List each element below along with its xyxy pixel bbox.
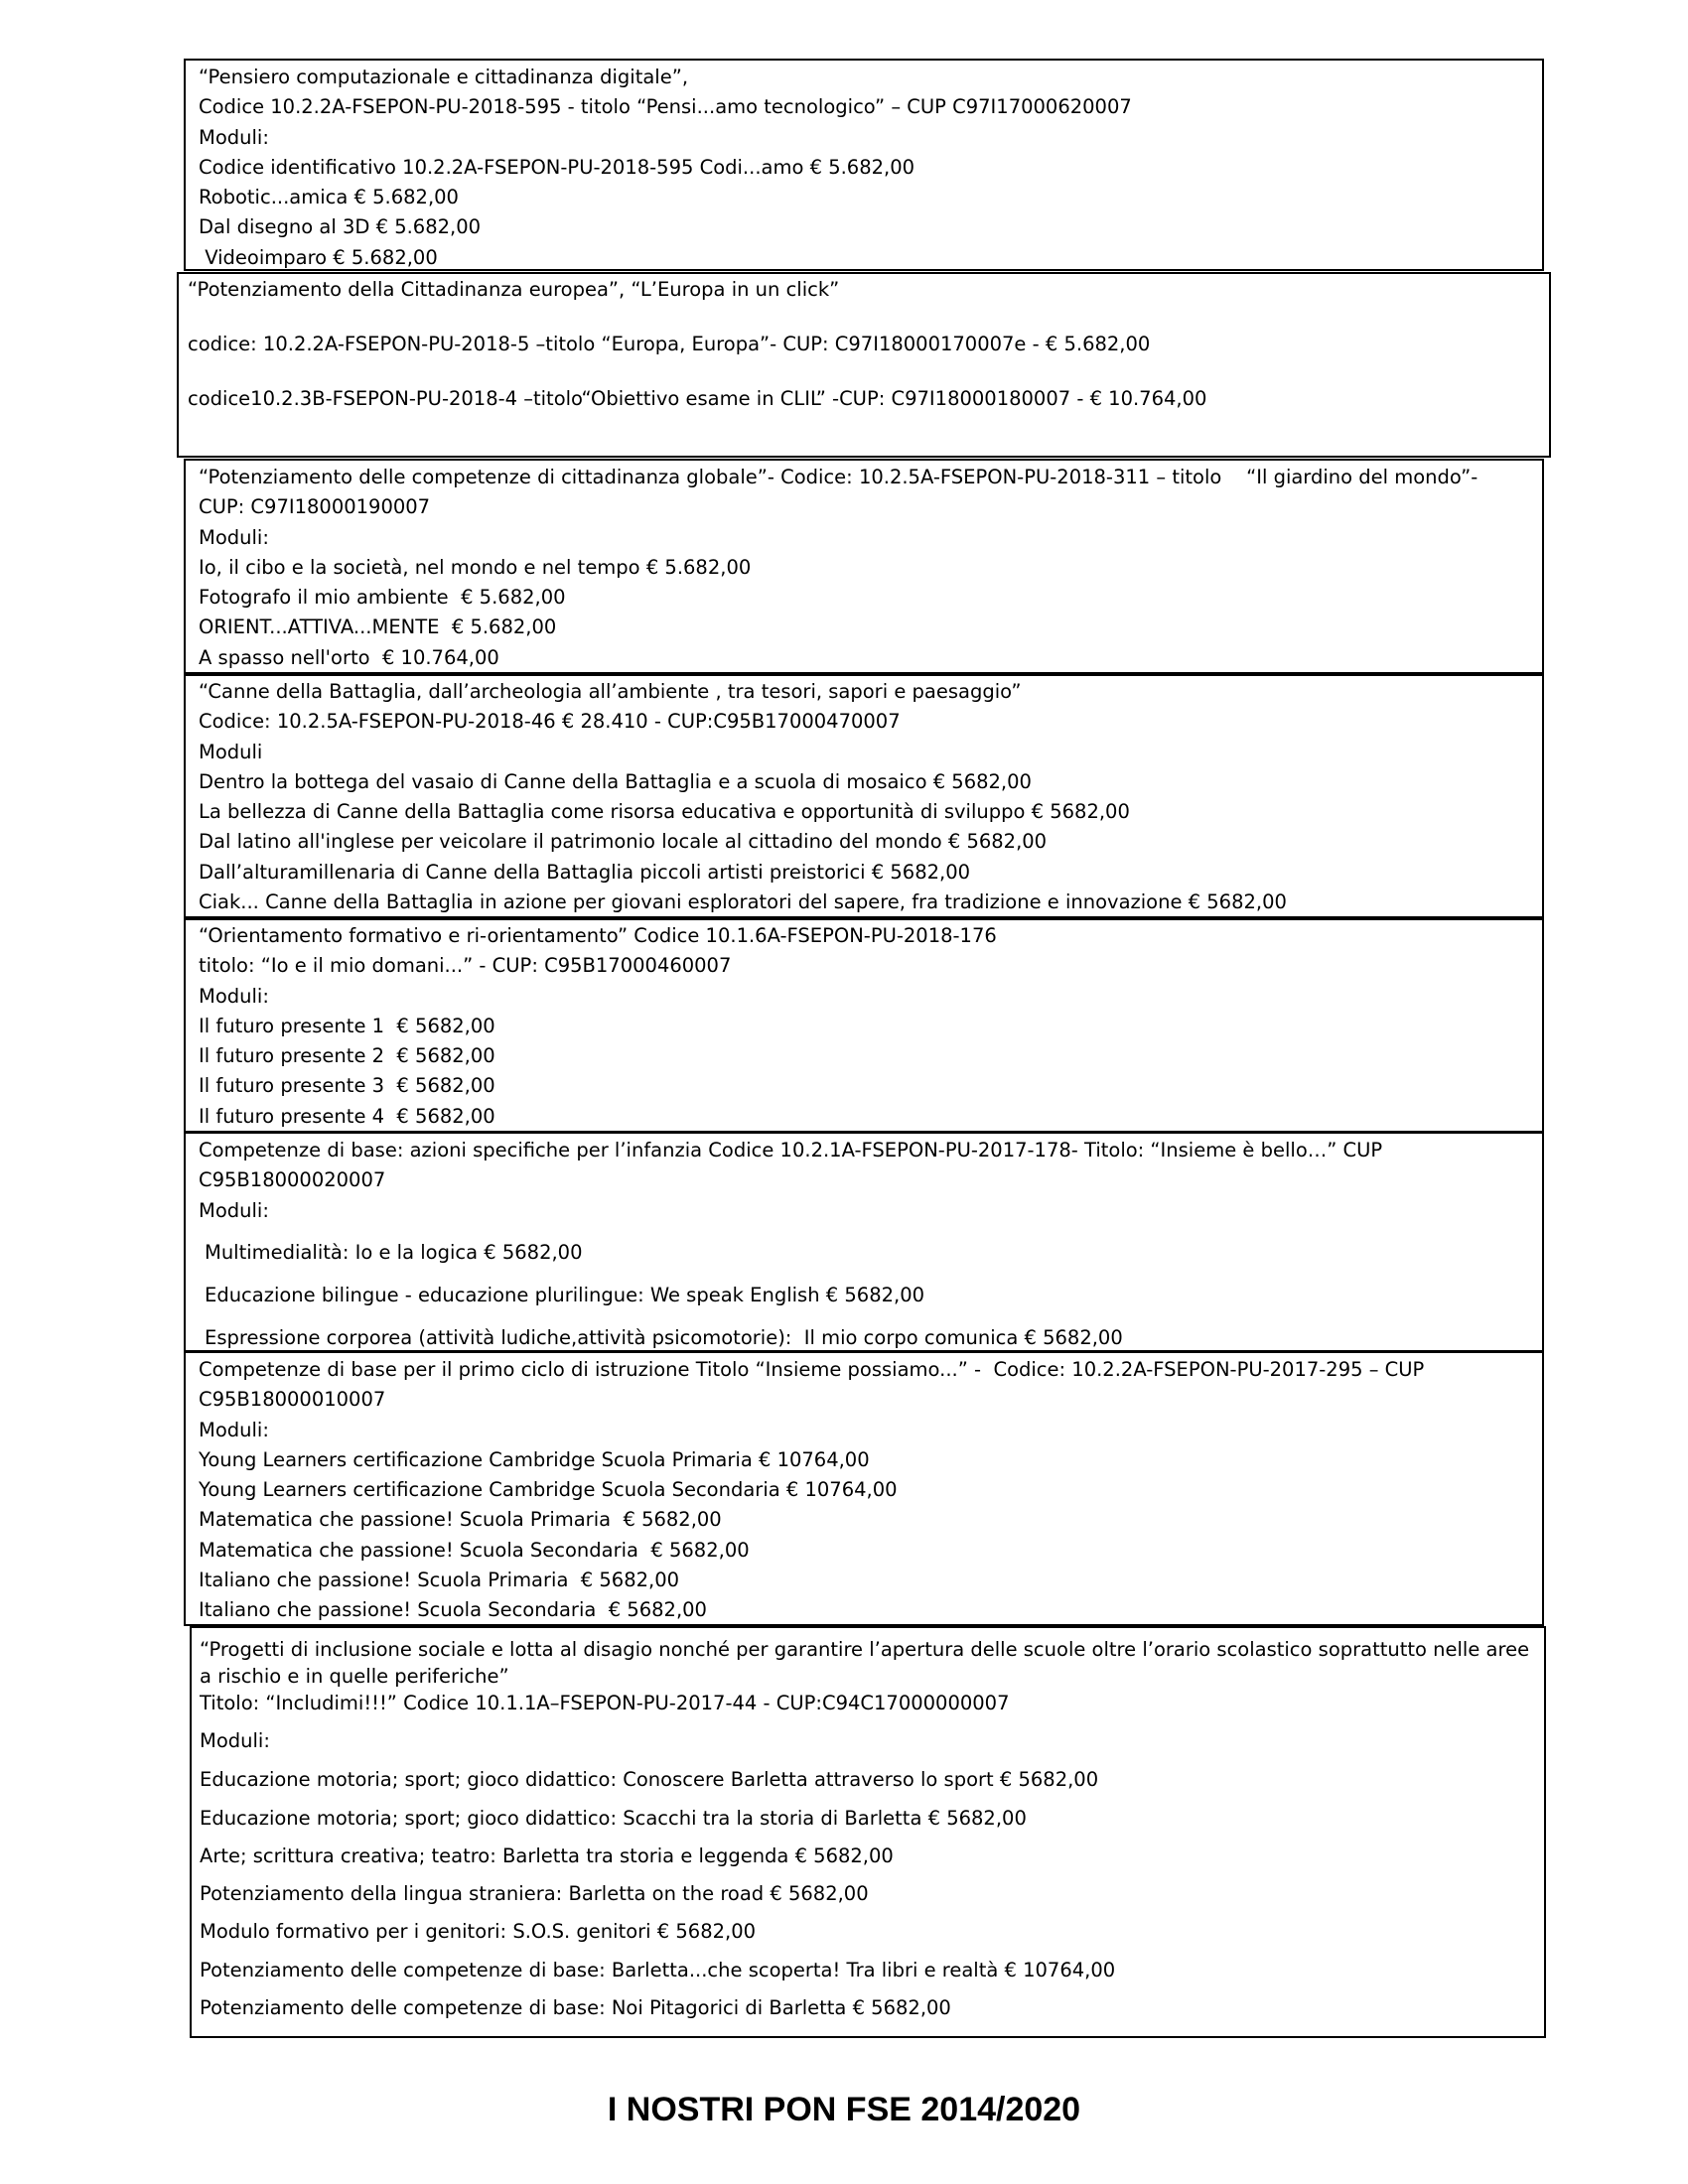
block-title: “Canne della Battaglia, dall’archeologia all’ambiente , tra tesori, sapori e paesaggio” (199, 680, 1022, 703)
block-code: Codice: 10.2.5A-FSEPON-PU-2018-46 € 28.410 - CUP:C95B17000470007 (199, 710, 901, 734)
block-code: Titolo: “Includimi!!!” Codice 10.1.1A–FSEPON-PU-2017-44 - CUP:C94C17000000007 (200, 1692, 1010, 1714)
module-item: Modulo formativo per i genitori: S.O.S. genitori € 5682,00 (200, 1920, 757, 1944)
module-item: Educazione motoria; sport; gioco didattico: Conoscere Barletta attraverso lo sport € 5682,00 (200, 1768, 1099, 1792)
module-item: Codice identificativo 10.2.2A-FSEPON-PU-2018-595 Codi...amo € 5.682,00 (199, 155, 915, 179)
page-title: I NOSTRI PON FSE 2014/2020 (607, 2091, 1081, 2128)
modules-label: Moduli: (199, 984, 269, 1008)
modules-label: Moduli: (199, 1198, 269, 1222)
modules-label: Moduli: (199, 125, 269, 149)
modules-label: Moduli: (199, 1418, 269, 1441)
module-item: Educazione bilingue - educazione plurilingue: We speak English € 5682,00 (205, 1284, 925, 1307)
module-item: Matematica che passione! Scuola Secondaria € 5682,00 (199, 1538, 750, 1562)
module-item: Il futuro presente 2 € 5682,00 (199, 1044, 495, 1068)
module-item: Dal disegno al 3D € 5.682,00 (199, 215, 482, 239)
module-item: Potenziamento delle competenze di base: Noi Pitagorici di Barletta € 5682,00 (200, 1996, 951, 2020)
module-item: ORIENT...ATTIVA...MENTE € 5.682,00 (199, 615, 557, 639)
module-item: Potenziamento della lingua straniera: Barletta on the road € 5682,00 (200, 1882, 869, 1906)
module-item: Dall’alturamillenaria di Canne della Battaglia piccoli artisti preistorici € 5682,00 (199, 860, 971, 884)
project-block-cittadinanza-europea (177, 272, 1551, 458)
module-item: Matematica che passione! Scuola Primaria € 5682,00 (199, 1508, 722, 1532)
module-item: Videoimparo € 5.682,00 (199, 245, 438, 269)
block-code: titolo: “Io e il mio domani...” - CUP: C95B17000460007 (199, 954, 732, 978)
module-item: Fotografo il mio ambiente € 5.682,00 (199, 586, 566, 610)
project-block-cittadinanza-globale (184, 459, 1544, 674)
modules-label: Moduli: (199, 525, 269, 549)
module-item: Arte; scrittura creativa; teatro: Barletta tra storia e leggenda € 5682,00 (200, 1843, 894, 1867)
block-title: “Orientamento formativo e ri-orientamento” Codice 10.1.6A-FSEPON-PU-2018-176 (199, 924, 997, 947)
block-title: “Potenziamento della Cittadinanza europea”, “L’Europa in un click” (188, 278, 840, 301)
module-item: Espressione corporea (attività ludiche,attività psicomotorie): Il mio corpo comunica € 5682,00 (205, 1326, 1123, 1350)
modules-label: Moduli: (200, 1729, 270, 1752)
module-item: Il futuro presente 4 € 5682,00 (199, 1104, 495, 1128)
module-item: Potenziamento delle competenze di base: Barletta...che scoperta! Tra libri e realtà € 10764,00 (200, 1958, 1116, 1981)
block-code: Codice 10.2.2A-FSEPON-PU-2018-595 - titolo “Pensi...amo tecnologico” – CUP C97I17000620007 (199, 95, 1132, 119)
module-item: Young Learners certificazione Cambridge Scuola Secondaria € 10764,00 (199, 1478, 898, 1502)
project-block-competenze-infanzia (184, 1132, 1544, 1352)
module-item: Io, il cibo e la società, nel mondo e nel tempo € 5.682,00 (199, 555, 752, 579)
module-item: La bellezza di Canne della Battaglia come risorsa educativa e opportunità di sviluppo € 5682,00 (199, 800, 1130, 824)
block-title: Competenze di base: azioni specifiche per l’infanzia Codice 10.2.1A-FSEPON-PU-2017-178- Titolo: “Insieme è bello…” CUP C95B18000020007 (199, 1139, 1383, 1192)
block-title: Competenze di base per il primo ciclo di istruzione Titolo “Insieme possiamo...” - Codice: 10.2.2A-FSEPON-PU-2017-295 – CUP C95B18000010007 (199, 1358, 1431, 1412)
module-item: Educazione motoria; sport; gioco didattico: Scacchi tra la storia di Barletta € 5682,00 (200, 1806, 1027, 1830)
project-block-competenze-primo-ciclo (184, 1351, 1544, 1626)
module-item: A spasso nell'orto € 10.764,00 (199, 645, 499, 669)
module-item: Dal latino all'inglese per veicolare il patrimonio locale al cittadino del mondo € 5682,00 (199, 830, 1048, 854)
project-block-orientamento (184, 918, 1544, 1133)
project-block-canne-della-battaglia (184, 674, 1544, 918)
block-code: codice10.2.3B-FSEPON-PU-2018-4 –titolo“Obiettivo esame in CLIL” -CUP: C97I18000180007 - € 10.764,00 (188, 387, 1207, 410)
project-block-inclusione-sociale (190, 1626, 1546, 2038)
module-item: Multimedialità: Io e la logica € 5682,00 (205, 1240, 583, 1264)
block-code: codice: 10.2.2A-FSEPON-PU-2018-5 –titolo “Europa, Europa”- CUP: C97I18000170007e - € 5.682,00 (188, 333, 1151, 355)
module-item: Young Learners certificazione Cambridge Scuola Primaria € 10764,00 (199, 1447, 870, 1471)
block-title: “Progetti di inclusione sociale e lotta al disagio nonché per garantire l’apertura delle scuole oltre l’orario scolastico soprattutto nelle aree a rischio e in quelle periferiche” (200, 1638, 1530, 1688)
module-item: Il futuro presente 3 € 5682,00 (199, 1074, 495, 1098)
module-item: Dentro la bottega del vasaio di Canne della Battaglia e a scuola di mosaico € 5682,00 (199, 769, 1032, 793)
block-title: “Potenziamento delle competenze di cittadinanza globale”- Codice: 10.2.5A-FSEPON-PU-2018-311 – titolo “Il giardino del mondo”- CUP: C97I18000190007 (199, 466, 1484, 519)
module-item: Italiano che passione! Scuola Primaria € 5682,00 (199, 1569, 680, 1592)
module-item: Robotic...amica € 5.682,00 (199, 186, 459, 209)
module-item: Ciak... Canne della Battaglia in azione per giovani esploratori del sapere, fra tradizione e innovazione € 5682,00 (199, 890, 1287, 914)
block-title: “Pensiero computazionale e cittadinanza digitale”, (199, 66, 689, 88)
project-block-pensiero-computazionale (184, 59, 1544, 271)
module-item: Il futuro presente 1 € 5682,00 (199, 1014, 495, 1037)
module-item: Italiano che passione! Scuola Secondaria € 5682,00 (199, 1598, 707, 1622)
modules-label: Moduli (199, 740, 263, 763)
